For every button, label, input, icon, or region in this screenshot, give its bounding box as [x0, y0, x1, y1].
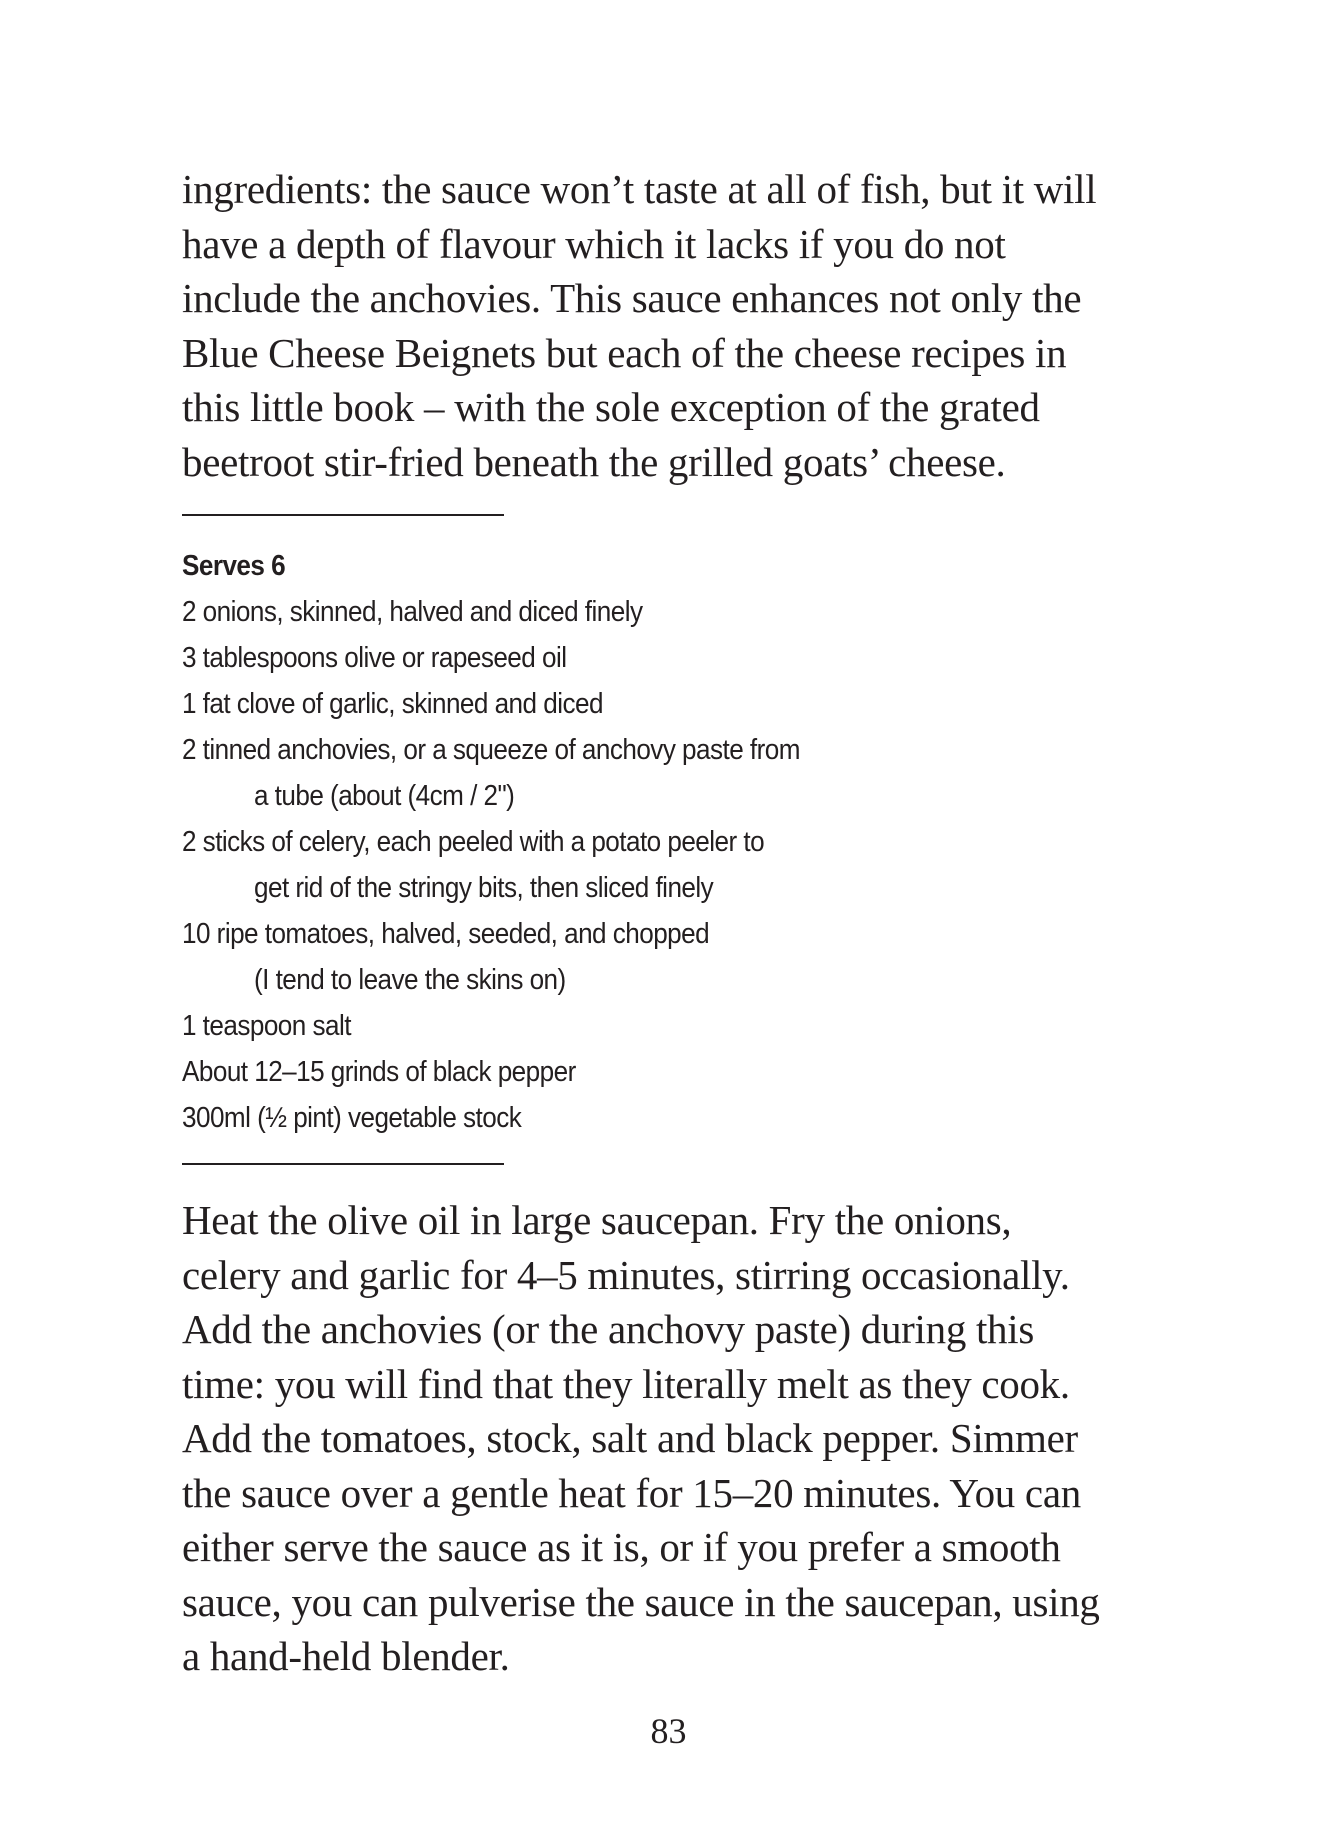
method-paragraph: [182, 1193, 1100, 1684]
ingredient-item-continuation: (I tend to leave the skins on): [254, 964, 566, 996]
page-number: 83: [650, 1711, 687, 1751]
intro-line: Blue Cheese Beignets but each of the cheese recipes in: [182, 329, 1067, 376]
ingredient-item: About 12–15 grinds of black pepper: [182, 1056, 576, 1088]
ingredient-item-continuation: get rid of the stringy bits, then sliced finely: [254, 872, 714, 904]
method-line: celery and garlic for 4–5 minutes, stirring occasionally.: [182, 1251, 1070, 1298]
method-line: the sauce over a gentle heat for 15–20 minutes. You can: [182, 1469, 1081, 1516]
method-line: Add the anchovies (or the anchovy paste) during this: [182, 1306, 1035, 1352]
intro-line: this little book – with the sole exception of the grated: [182, 384, 1040, 430]
ingredient-item: 300ml (½ pint) vegetable stock: [182, 1102, 522, 1134]
section-divider-bottom: [182, 1163, 504, 1165]
ingredients-list: [182, 543, 800, 1141]
serves-heading: Serves 6: [182, 550, 286, 582]
method-line: time: you will find that they literally melt as they cook.: [182, 1360, 1070, 1407]
ingredient-item: 2 sticks of celery, each peeled with a potato peeler to: [182, 826, 765, 858]
section-divider-top: [182, 514, 504, 516]
intro-line: have a depth of flavour which it lacks if you do not: [182, 220, 1006, 267]
intro-line: ingredients: the sauce won’t taste at all of fish, but it will: [182, 166, 1097, 212]
method-line: Add the tomatoes, stock, salt and black pepper. Simmer: [182, 1415, 1078, 1461]
ingredient-item: 2 tinned anchovies, or a squeeze of anchovy paste from: [182, 734, 800, 766]
ingredient-item: 10 ripe tomatoes, halved, seeded, and chopped: [182, 918, 710, 950]
intro-paragraph: [182, 162, 1096, 489]
method-line: sauce, you can pulverise the sauce in the saucepan, using: [182, 1578, 1100, 1625]
ingredient-item: 3 tablespoons olive or rapeseed oil: [182, 642, 567, 674]
ingredient-item: 2 onions, skinned, halved and diced finely: [182, 596, 643, 628]
intro-line: include the anchovies. This sauce enhances not only the: [182, 275, 1082, 321]
ingredient-item-continuation: a tube (about (4cm / 2"): [254, 780, 515, 812]
ingredient-item: 1 fat clove of garlic, skinned and diced: [182, 688, 603, 720]
ingredient-item: 1 teaspoon salt: [182, 1010, 351, 1042]
method-line: a hand-held blender.: [182, 1633, 510, 1679]
intro-line: beetroot stir-fried beneath the grilled goats’ cheese.: [182, 438, 1006, 485]
method-line: Heat the olive oil in large saucepan. Fry the onions,: [182, 1197, 1012, 1243]
method-line: either serve the sauce as it is, or if you prefer a smooth: [182, 1524, 1061, 1570]
